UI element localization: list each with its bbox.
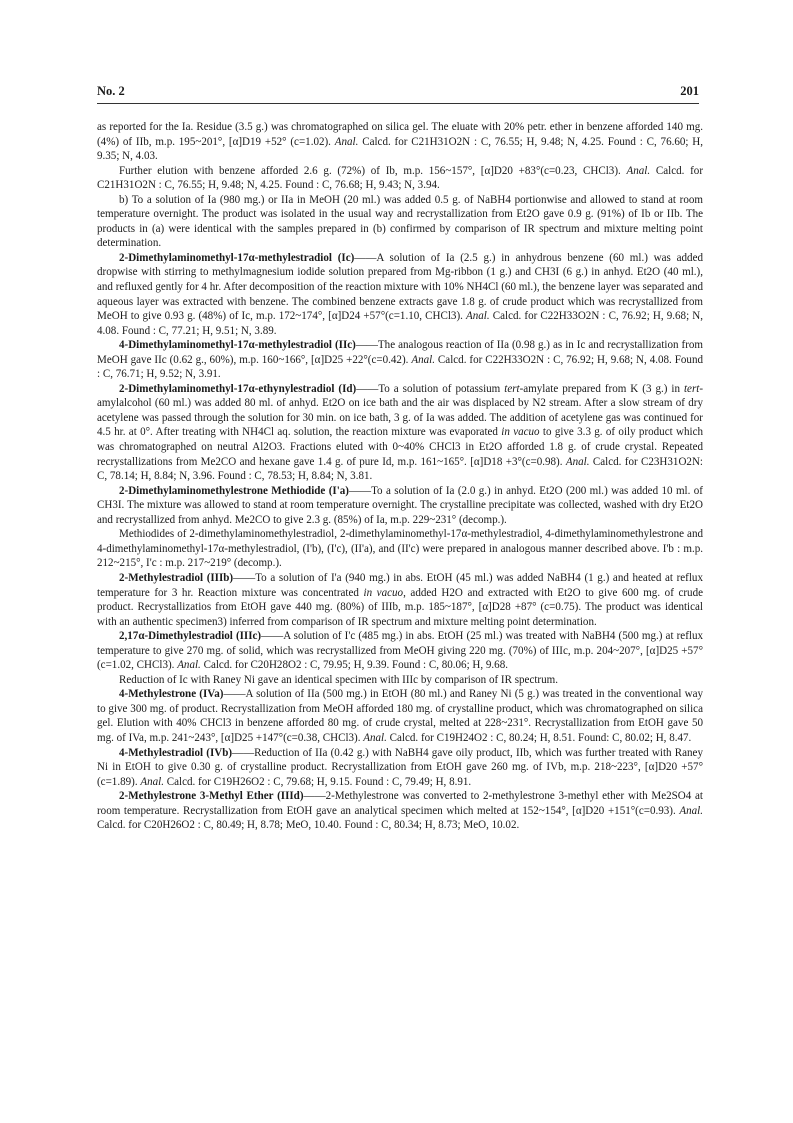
paragraph-p4	[97, 251, 703, 338]
article-body	[97, 120, 703, 833]
compound-heading: 2-Dimethylaminomethyl-17α-ethynylestradiol (Id)	[119, 382, 357, 395]
compound-heading: 2-Dimethylaminomethylestrone Methiodide (I'a)	[119, 484, 349, 497]
paragraph-text: Reduction of Ic with Raney Ni gave an identical specimen with IIIc by comparison of IR spectrum.	[119, 673, 558, 686]
paragraph-text: to give 3.3 g. of oily product which was chromatographed on neutral Al2O3. Fractions eluted with 0~40% CHCl3 in Et2O afforded 1.8 g. of crude crystal. Repeated recrystallizations from Me2CO and hexane gave 1.4 g. of pure Id, m.p. 161~165°. [α]D18 +3°(c=0.98).	[97, 426, 703, 468]
paragraph-text: Calcd. for C21H31O2N : C, 76.55; H, 9.48; N, 4.25. Found : C, 76.68; H, 9.43; N, 3.94.	[97, 164, 704, 192]
italic-term: Anal.	[466, 310, 490, 323]
compound-heading: 2-Methylestradiol (IIIb)	[119, 571, 234, 584]
paragraph-p6	[97, 382, 703, 484]
paragraph-text: Calcd. for C22H33O2N : C, 76.92; H, 9.68; N, 4.08. Found : C, 77.21; H, 9.51; N, 3.89.	[97, 310, 703, 337]
paragraph-p14	[97, 789, 703, 833]
paragraph-text: Calcd. for C23H31O2N: C, 78.14; H, 8.84; N, 3.96. Found : C, 78.53; H, 8.84; N, 3.81.	[97, 455, 703, 483]
italic-term: Anal.	[565, 455, 590, 468]
compound-heading: 2-Dimethylaminomethyl-17α-methylestradiol (Ic)	[119, 251, 355, 264]
paragraph-text: ——To a solution of potassium	[356, 382, 505, 395]
italic-term: Anal.	[177, 659, 201, 672]
compound-heading: 4-Dimethylaminomethyl-17α-methylestradiol (IIc)	[119, 339, 356, 352]
paragraph-text: -amylate prepared from K (3 g.) in	[519, 382, 684, 395]
italic-term: Anal.	[140, 775, 164, 788]
italic-term: Anal.	[626, 164, 651, 177]
paragraph-text: Methiodides of 2-dimethylaminomethylestradiol, 2-dimethylaminomethyl-17α-methylestradiol, 4-dimethylaminomethylestrone and 4-dimethylaminomethyl-17α-methylestradiol, (I'b), (I'c), (II'a), and (II'c) were prepared in analogous manner described above. I'b : m.p. 212~215°, I'c : m.p. 217~219° (decomp.).	[97, 528, 703, 570]
paragraph-text: , added H2O and extracted with Et2O to give 600 mg. of crude product. Recrystallizatios from EtOH gave 440 mg. (80%) of IIIb, m.p. 185~187°, [α]D28 +87° (c=0.75). The product was identical with an authentic specimen3) inferred from comparison of IR spectrum and mixture melting point determination.	[97, 586, 704, 628]
paragraph-text: ——To a solution of I'a (940 mg.) in abs. EtOH (45 ml.) was added NaBH4 (1 g.) and heated at reflux temperature for 3 hr. Reaction mixture was concentrated	[97, 571, 703, 599]
paragraph-text: b) To a solution of Ia (980 mg.) or IIa in MeOH (20 ml.) was added 0.5 g. of NaBH4 portionwise and allowed to stand at room temperature overnight. The product was isolated in the usual way and recrystallization from Et2O gave 0.9 g. (91%) of Ib or IIb. The products in (a) were identical with the samples prepared in (b) confirmed by comparison of IR spectrum and mixture melting point determination.	[97, 193, 703, 250]
paragraph-text: ——The analogous reaction of IIa (0.98 g.) as in Ic and recrystallization from MeOH gave IIc (0.62 g., 60%), m.p. 160~166°, [α]D25 +22°(c=0.42).	[97, 339, 703, 366]
paragraph-p9	[97, 571, 703, 629]
paragraph-text: Calcd. for C21H31O2N : C, 76.55; H, 9.48; N, 4.25. Found : C, 76.60; H, 9.35; N, 4.03.	[97, 135, 704, 163]
italic-term: Anal.	[411, 353, 435, 366]
italic-term: Anal.	[334, 135, 359, 148]
compound-heading: 2,17α-Dimethylestradiol (IIIc)	[119, 630, 262, 643]
compound-heading: 2-Methylestrone 3-Methyl Ether (IIId)	[119, 790, 304, 803]
paragraph-text: ——A solution of Ia (2.5 g.) in anhydrous benzene (60 ml.) was added dropwise with stirring to methylmagnesium iodide solution prepared from Mg-ribbon (1 g.) and CH3I (6 g.) in anhyd. Et2O (40 ml.), and refluxed gently for 4 hr. After decomposition of the reaction mixture with 10% NH4Cl (60 ml.), the benzene layer was separated and aqueous layer was extracted with benzene. The combined benzene extracts gave 1.8 g. of crude product which was recrystallized from MeOH to give 0.93 g. (48%) of Ic, m.p. 172~174°, [α]D24 +57°(c=1.10, CHCl3).	[97, 251, 704, 323]
paragraph-p2	[97, 164, 703, 193]
paragraph-text: ——A solution of IIa (500 mg.) in EtOH (80 ml.) and Raney Ni (5 g.) was treated in the conventional way to give 300 mg. of product. Recrystallization from MeOH afforded 180 mg. of crystalline product, which was chromatographed on silica gel. Elution with 40% CHCl3 in benzene afforded 80 mg. of crude crystal, melted at 228~231°. Recrystallization from EtOH gave 50 mg. of IVa, m.p. 241~243°, [α]D25 +147°(c=0.38, CHCl3).	[97, 688, 704, 744]
italic-term: Anal.	[679, 804, 703, 817]
issue-number: No. 2	[97, 84, 125, 98]
paragraph-p11	[97, 673, 703, 688]
italic-term: tert	[504, 382, 520, 395]
paragraph-text: Calcd. for C22H33O2N : C, 76.92; H, 9.68; N, 4.08. Found : C, 76.71; H, 9.52; N, 3.91.	[97, 353, 703, 381]
paragraph-p1	[97, 120, 703, 164]
italic-term: in vacuo	[501, 426, 540, 439]
paragraph-p3	[97, 193, 703, 251]
paragraph-p8	[97, 527, 703, 571]
paragraph-text: Further elution with benzene afforded 2.6 g. (72%) of Ib, m.p. 156~157°, [α]D20 +83°(c=0.23, CHCl3).	[119, 164, 627, 177]
paragraph-text: -amylalcohol (60 ml.) was added 80 ml. of anhyd. Et2O on ice bath and the air was displaced by N2 stream. After a slow stream of dry acetylene was passed through the solution for 30 min. on ice bath, 3 g. of Ia was added. The addition of acetylene gas was continued for 4.5 hr. at 0°. After treating with NH4Cl aq. solution, the reaction mixture was evaporated	[97, 382, 704, 439]
compound-heading: 4-Methylestradiol (IVb)	[119, 746, 233, 759]
paragraph-text: ——2-Methylestrone was converted to 2-methylestrone 3-methyl ether with Me2SO4 at room temperature. Recrystallization from EtOH gave an analytical specimen which melted at 152~154°, [α]D20 +151°(c=0.93).	[97, 790, 703, 817]
paragraph-text: ——A solution of I'c (485 mg.) in abs. EtOH (25 ml.) was treated with NaBH4 (500 mg.) at reflux temperature to give 270 mg. of solid, which was recrystallized from MeOH giving 220 mg. (70%) of IIIc, m.p. 204~207°, [α]D25 +57°(c=1.02, CHCl3).	[97, 630, 704, 672]
paragraph-text: Calcd. for C19H24O2 : C, 80.24; H, 8.51. Found: C, 80.02; H, 8.47.	[386, 731, 692, 744]
italic-term: Anal.	[363, 731, 387, 744]
paragraph-text: ——To a solution of Ia (2.0 g.) in anhyd. Et2O (200 ml.) was added 10 ml. of CH3I. The mixture was allowed to stand at room temperature overnight. The crystalline precipitate was collected, washed with dry Et2O and recrystallized from anhyd. Me2CO to give 2.3 g. (85%) of Ia, m.p. 229~231° (decomp.).	[97, 484, 703, 526]
compound-heading: 4-Methylestrone (IVa)	[119, 688, 224, 701]
paragraph-text: as reported for the Ia. Residue (3.5 g.) was chromatographed on silica gel. The eluate with 20% petr. ether in benzene afforded 140 mg. (4%) of IIb, m.p. 195~201°, [α]D19 +52° (c=1.02).	[97, 121, 703, 148]
paragraph-text: Calcd. for C20H26O2 : C, 80.49; H, 8.78; MeO, 10.40. Found : C, 80.34; H, 8.73; MeO, 10.02.	[97, 819, 520, 832]
paragraph-p12	[97, 687, 703, 745]
italic-term: in vacuo	[363, 586, 404, 599]
italic-term: tert	[683, 382, 700, 395]
paragraph-text: Calcd. for C20H28O2 : C, 79.95; H, 9.39. Found : C, 80.06; H, 9.68.	[200, 659, 508, 672]
paragraph-p5	[97, 338, 703, 382]
header-rule	[97, 103, 699, 104]
paragraph-p10	[97, 629, 703, 673]
paragraph-p7	[97, 484, 703, 528]
paragraph-text: ——Reduction of IIa (0.42 g.) with NaBH4 gave oily product, IIb, which was further treated with Raney Ni in EtOH to give 0.30 g. of crystalline product. Recrystallization from EtOH gave 260 mg. of IVb, m.p. 218~223°, [α]D20 +57°(c=1.89).	[97, 746, 703, 788]
page-number: 201	[680, 84, 699, 98]
paragraph-text: Calcd. for C19H26O2 : C, 79.68; H, 9.15. Found : C, 79.49; H, 8.91.	[164, 775, 472, 788]
paragraph-p13	[97, 746, 703, 790]
page-header	[97, 84, 699, 102]
